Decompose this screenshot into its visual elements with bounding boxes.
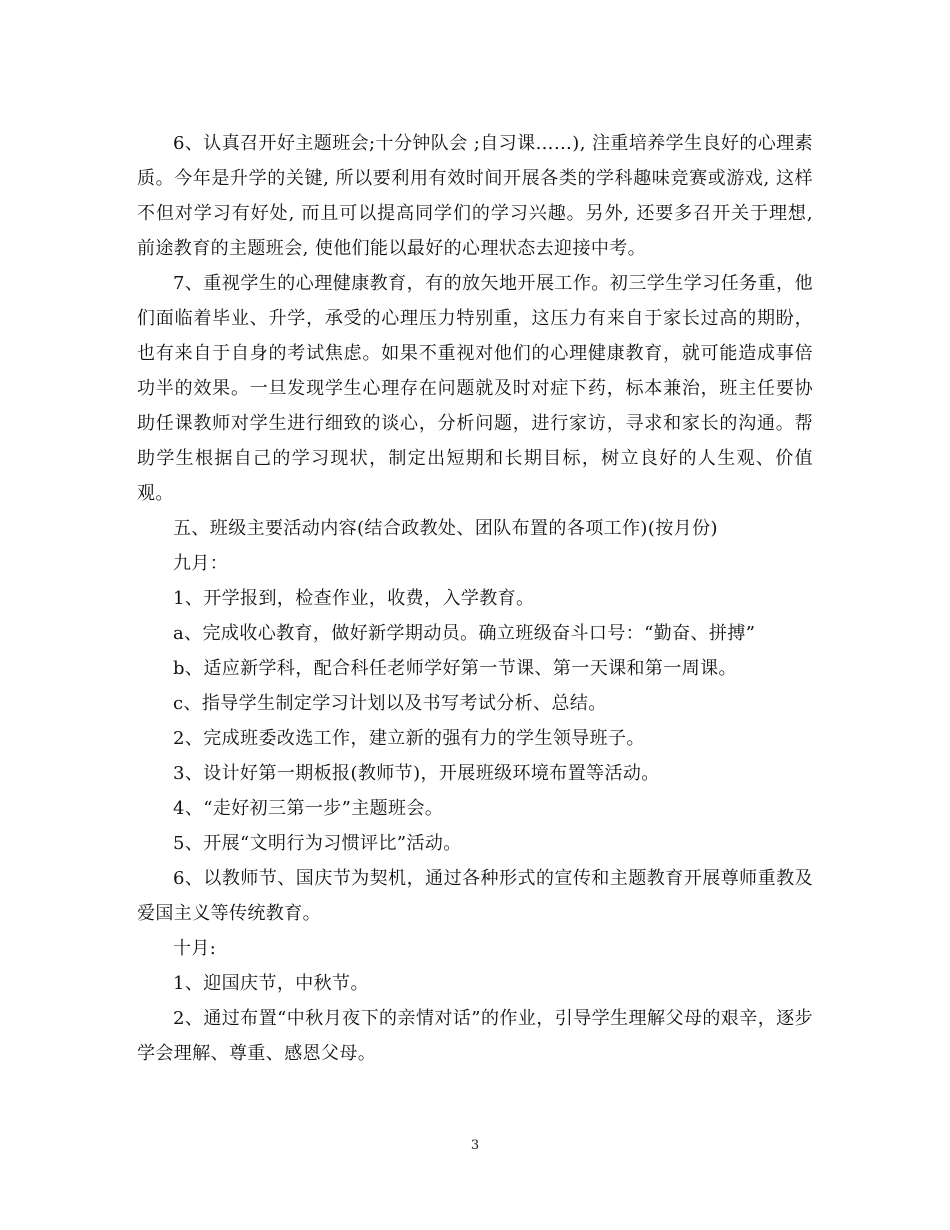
list-item: b、适应新学科，配合科任老师学好第一节课、第一天课和第一周课。 xyxy=(173,658,737,679)
list-item: 6、以教师节、国庆节为契机，通过各种形式的宣传和主题教育开展尊师重教及爱国主义等传统教育。 xyxy=(137,868,813,924)
month-heading-october: 十月: xyxy=(173,938,217,959)
list-item: 1、开学报到，检查作业，收费，入学教育。 xyxy=(173,588,535,609)
list-item: a、完成收心教育，做好新学期动员。确立班级奋斗口号：“勤奋、拼搏” xyxy=(173,623,756,644)
list-item: 4、“走好初三第一步”主题班会。 xyxy=(173,798,444,819)
paragraph-item-6-class-meeting: 6、认真召开好主题班会;十分钟队会 ;自习课……), 注重培养学生良好的心理素质。今年是升学的关键, 所以要利用有效时间开展各类的学科趣味竞赛或游戏, 这样不但对学习有好处, 而且可以提高同学们的学习兴趣。另外, 还要多召开关于理想, 前途教育的主题班会, 使他们能以最好的心理状态去迎接中考。 xyxy=(137,133,813,259)
paragraph-item-7-mental-health: 7、重视学生的心理健康教育，有的放矢地开展工作。初三学生学习任务重，他们面临着毕业、升学，承受的心理压力特别重，这压力有来自于家长过高的期盼，也有来自于自身的考试焦虑。如果不重视对他们的心理健康教育，就可能造成事倍功半的效果。一旦发现学生心理存在问题就及时对症下药，标本兼治，班主任要协助任课教师对学生进行细致的谈心，分析问题，进行家访，寻求和家长的沟通。帮助学生根据自己的学习现状，制定出短期和长期目标，树立良好的人生观、价值观。 xyxy=(137,273,813,504)
list-item: 5、开展“文明行为习惯评比”活动。 xyxy=(173,833,462,854)
list-item: c、指导学生制定学习计划以及书写考试分析、总结。 xyxy=(173,693,607,714)
document-body xyxy=(137,126,813,1071)
list-item: 2、完成班委改选工作，建立新的强有力的学生领导班子。 xyxy=(173,728,645,749)
page-number: 3 xyxy=(470,1138,480,1153)
section-heading-class-activities: 五、班级主要活动内容(结合政教处、团队布置的各项工作)(按月份) xyxy=(173,518,718,539)
list-item: 2、通过布置“中秋月夜下的亲情对话”的作业，引导学生理解父母的艰辛，逐步学会理解、尊重、感恩父母。 xyxy=(137,1008,813,1064)
list-item: 1、迎国庆节，中秋节。 xyxy=(173,973,369,994)
month-heading-september: 九月： xyxy=(173,553,229,574)
list-item: 3、设计好第一期板报(教师节)，开展班级环境布置等活动。 xyxy=(173,763,660,784)
